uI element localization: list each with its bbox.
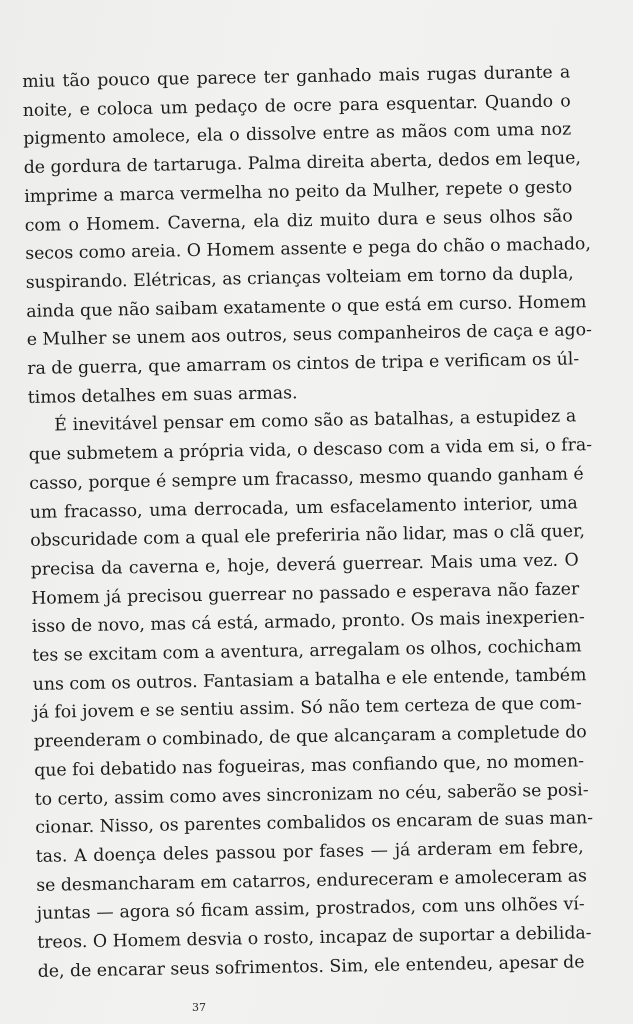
text-line: casso, porque é sempre um fracasso, mesmo quando ganham é xyxy=(29,464,584,494)
text-line: Homem já precisou guerrear no passado e esperava não fazer xyxy=(31,579,580,609)
text-line: que submetem a própria vida, o descaso com a vida em si, o fra- xyxy=(28,435,593,466)
text-line: secos como areia. O Homem assente e pega do chão o machado, xyxy=(25,234,592,265)
page-number: 37 xyxy=(192,1001,206,1014)
text-line: pigmento amolece, ela o dissolve entre as mãos com uma noz xyxy=(23,119,572,150)
text-line: que foi debatido nas fogueiras, mas confiando que, no momen- xyxy=(34,751,585,781)
text-line: preenderam o combinado, de que alcançaram a completude do xyxy=(33,722,587,753)
text-line: tas. A doença deles passou por fases — já arderam em febre, xyxy=(35,837,584,867)
text-line: juntas — agora só ficam assim, prostrados, com uns olhões ví- xyxy=(36,894,585,925)
text-line: É inevitável pensar em como são as batalhas, a estupidez a xyxy=(54,406,577,436)
text-line: de gordura de tartaruga. Palma direita aberta, dedos em leque, xyxy=(23,148,582,179)
text-line: ra de guerra, que amarram os cintos de tripa e verificam os úl- xyxy=(27,349,580,379)
text-line: obscuridade com a qual ele preferiria não lidar, mas o clã quer, xyxy=(30,521,586,552)
text-line: suspirando. Elétricas, as crianças volteiam em torno da dupla, xyxy=(25,263,574,293)
text-line: uns com os outros. Fantasiam a batalha e ele entende, também xyxy=(32,665,587,695)
text-line: ainda que não saibam exatamente o que está em curso. Homem xyxy=(26,291,587,322)
text-line: imprime a marca vermelha no peito da Mulher, repete o gesto xyxy=(24,177,573,207)
paragraph-2 xyxy=(28,403,594,987)
text-line: cionar. Nisso, os parentes combalidos os encaram de suas man- xyxy=(35,808,594,839)
body-text xyxy=(22,58,594,986)
text-line: precisa da caverna e, hoje, deverá guerrear. Mais uma vez. O xyxy=(30,550,579,580)
text-line: miu tão pouco que parece ter ganhado mais rugas durante a xyxy=(22,62,571,92)
paragraph-1 xyxy=(22,58,593,412)
text-line: já foi jovem e se sentiu assim. Só não tem certeza de que com- xyxy=(33,693,582,724)
text-line: to certo, assim como aves sincronizam no céu, saberão se posi- xyxy=(34,779,589,810)
text-line: treos. O Homem desvia o rosto, incapaz de suportar a debilida- xyxy=(37,923,592,953)
text-line: um fracasso, uma derrocada, um esfacelamento interior, uma xyxy=(29,492,578,523)
text-line: tes se excitam com a aventura, arregalam os olhos, cochicham xyxy=(32,636,582,666)
text-line: e Mulher se unem aos outros, seus companheiros de caça e ago- xyxy=(26,320,593,351)
text-line: isso de novo, mas cá está, armado, pronto. Os mais inexperien- xyxy=(31,607,585,638)
text-line: com o Homem. Caverna, ela diz muito dura e seus olhos são xyxy=(24,205,573,236)
text-line: timos detalhes em suas armas. xyxy=(27,382,298,408)
text-line: noite, e coloca um pedaço de ocre para esquentar. Quando o xyxy=(22,91,571,121)
text-line: de, de encarar seus sofrimentos. Sim, ele entendeu, apesar de xyxy=(37,952,585,982)
text-line: se desmancharam em catarros, endureceram e amoleceram as xyxy=(36,865,588,896)
